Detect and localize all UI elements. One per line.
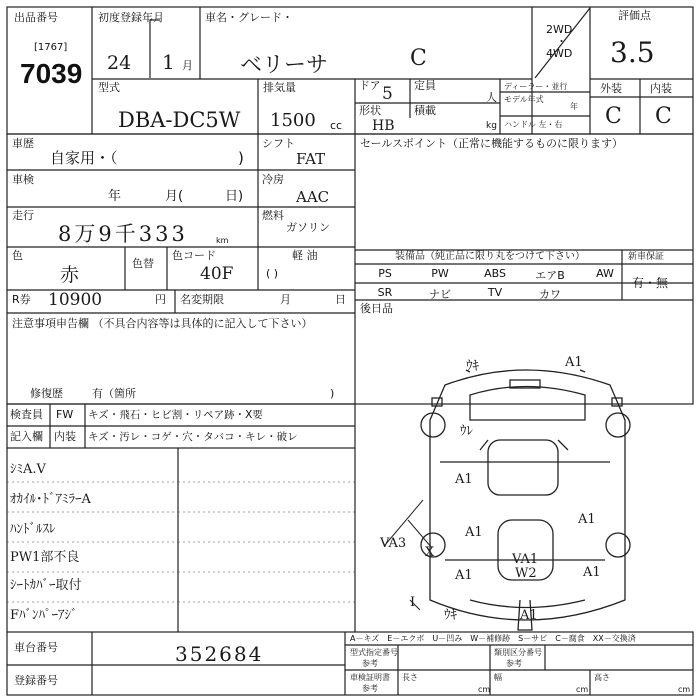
year-unit: 年: [570, 102, 578, 111]
inspector-note: PW1部不良: [10, 550, 80, 565]
history-close: ): [238, 149, 244, 167]
height-unit: cm: [678, 685, 691, 694]
damage-mark: A1: [578, 512, 596, 527]
color-change-label: 色替: [132, 257, 154, 270]
fuel-diesel: 軽 油: [292, 249, 318, 262]
car-name-grade-label: 車名・グレード・: [205, 11, 293, 24]
length-unit: cm: [478, 685, 491, 694]
inspection-year: 年: [108, 189, 122, 204]
class-number-sub: 参考: [506, 659, 522, 668]
interior-label: 内装: [650, 82, 672, 95]
body-shape-value: HB: [372, 118, 395, 134]
history-label: 車歴: [12, 137, 34, 150]
inspection-label: 車検: [12, 173, 34, 186]
damage-mark: A1: [455, 568, 473, 583]
model-code: DBA-DC5W: [118, 108, 241, 132]
model-spec-sub: 参考: [362, 659, 378, 668]
ac-value: AAC: [296, 188, 330, 206]
body-shape-label: 形状: [359, 104, 381, 117]
inspector-note: ｼｰﾄｶﾊﾞｰ取付: [10, 578, 82, 593]
yen-unit: 円: [155, 293, 166, 306]
notes-title: 注意事項申告欄 （不具合内容等は具体的に記入して下さい）: [12, 317, 313, 330]
equipment-item: TV: [487, 286, 503, 299]
width-label: 幅: [494, 673, 502, 682]
equipment-item: エアB: [535, 269, 565, 282]
shift-label: シフト: [262, 137, 295, 150]
chassis-number: 352684: [175, 642, 264, 666]
inspector-label-top: 検査員: [10, 408, 43, 421]
displacement-label: 排気量: [263, 81, 296, 94]
repair-history-label: 修復歴: [30, 387, 63, 400]
equipment-item: SR: [377, 286, 393, 299]
kg-unit: kg: [486, 121, 497, 131]
inspector-note: ﾊﾝﾄﾞﾙｽﾚ: [10, 522, 56, 537]
model-label: 型式: [98, 81, 120, 94]
damage-mark: ｳﾚ: [460, 424, 473, 439]
inspector-note: Fﾊﾞﾝﾊﾟｰｱｼﾞ: [10, 608, 78, 623]
mileage-label: 走行: [12, 209, 34, 222]
fw-items: キズ・飛石・ヒビ割・リペア跡・X要: [88, 409, 263, 421]
exterior-grade: C: [605, 104, 622, 129]
first-registration-label: 初度登録年月: [98, 11, 164, 24]
certificate-label: 車検証明書: [350, 673, 390, 682]
load-label: 積載: [414, 104, 436, 117]
doors-label: ドア: [359, 79, 381, 92]
first-registration-month: 1: [162, 50, 175, 74]
equipment-title: 装備品（純正品に限り丸をつけて下さい）: [395, 251, 585, 262]
damage-mark: VA3: [380, 536, 407, 551]
damage-mark: I: [410, 595, 416, 610]
damage-mark: VA1: [512, 552, 539, 567]
inspector-label-bottom: 記入欄: [10, 430, 43, 443]
lot-number: 7039: [20, 58, 83, 89]
length-label: 長さ: [402, 673, 418, 682]
drive-separator: ・: [556, 35, 567, 48]
damage-mark: ｳｷ: [466, 359, 479, 374]
model-year-label: モデル年式: [504, 95, 544, 104]
damage-mark: W2: [515, 566, 537, 581]
mileage-value: 8万9千333: [58, 222, 188, 246]
height-label: 高さ: [594, 673, 610, 682]
inspector-note: ｵｶｲﾙ･ﾄﾞｱﾐﾗｰA: [10, 492, 91, 507]
lot-ref: [1767]: [34, 42, 68, 53]
damage-mark: A1: [465, 525, 483, 540]
month-unit: 月: [182, 59, 193, 72]
recycle-amount: 10900: [48, 290, 103, 310]
capacity-label: 定員: [414, 79, 436, 92]
damage-mark: A1: [520, 608, 538, 623]
inspection-day: 日): [225, 189, 244, 204]
damage-legend: A－キズ E－エクボ U－凹み W－補修跡 S－サビ C－腐食 XX－交換済: [350, 634, 636, 643]
interior-grade: C: [655, 104, 672, 129]
fw-label: FW: [56, 408, 74, 421]
lot-number-label: 出品番号: [14, 11, 58, 24]
color-code-value: 40F: [200, 264, 234, 284]
equipment-item: PW: [431, 267, 449, 280]
class-number-label: 類別区分番号: [494, 648, 542, 657]
color-value: 赤: [60, 264, 80, 286]
repair-history-value: 有（箇所: [92, 387, 136, 400]
equipment-item: AW: [596, 267, 614, 280]
drive-4wd: 4WD: [546, 47, 573, 60]
new-warranty-label: 新車保証: [628, 252, 665, 262]
recycle-label: R券: [12, 293, 31, 306]
drive-2wd: 2WD: [546, 23, 573, 36]
model-spec-label: 型式指定番号: [350, 648, 398, 657]
selling-points-label: セールスポイント（正常に機能するものに限ります）: [360, 137, 624, 150]
first-registration-year: 24: [107, 52, 132, 74]
cc-unit: cc: [330, 119, 343, 132]
equipment-item: ABS: [484, 267, 506, 280]
later-items-label: 後日品: [360, 302, 393, 315]
new-warranty-value: 有・無: [632, 276, 669, 290]
damage-mark: ｳｷ: [444, 608, 457, 623]
history-value: 自家用・（: [50, 149, 118, 167]
equipment-item: PS: [378, 267, 392, 280]
auction-score: 3.5: [610, 36, 655, 69]
transfer-day: 日: [335, 293, 346, 306]
displacement-value: 1500: [270, 110, 316, 131]
damage-mark: A1: [565, 355, 583, 370]
exterior-label: 外装: [600, 82, 622, 95]
color-label: 色: [12, 249, 23, 262]
transfer-deadline-label: 名変期限: [180, 293, 224, 306]
doors-value: 5: [382, 84, 393, 104]
repair-history-close: ): [330, 387, 335, 400]
km-unit: km: [216, 236, 229, 245]
width-unit: cm: [576, 685, 589, 694]
handle-side-label: ハンドル 左・右: [504, 120, 563, 129]
registration-label: 登録番号: [14, 674, 58, 687]
shift-value: FAT: [296, 150, 326, 168]
inspection-month: 月(: [165, 189, 184, 204]
color-code-label: 色コード: [172, 249, 216, 262]
damage-mark: X: [425, 545, 435, 560]
damage-mark: A1: [583, 565, 601, 580]
equipment-item: ナビ: [429, 288, 451, 301]
score-label: 評価点: [618, 9, 651, 22]
certificate-sub: 参考: [362, 684, 378, 693]
person-unit: 人: [486, 91, 497, 104]
equipment-item: カワ: [539, 288, 561, 301]
interior-check-items: キズ・汚レ・コゲ・穴・タバコ・キレ・破レ: [88, 431, 298, 443]
car-name: ベリーサ: [240, 53, 329, 78]
damage-mark: A1: [455, 472, 473, 487]
fuel-gasoline: ガソリン: [286, 221, 330, 234]
chassis-label: 車台番号: [14, 641, 58, 654]
fuel-label: 燃料: [262, 209, 284, 222]
ac-label: 冷房: [262, 173, 284, 186]
interior-check-label: 内装: [54, 430, 76, 443]
fuel-other: ( ): [266, 267, 279, 280]
inspector-note: ｼﾐA.V: [10, 462, 46, 477]
dealer-import-label: ディーラー・並行: [504, 82, 568, 91]
grade: C: [410, 46, 427, 71]
transfer-month: 月: [280, 293, 291, 306]
